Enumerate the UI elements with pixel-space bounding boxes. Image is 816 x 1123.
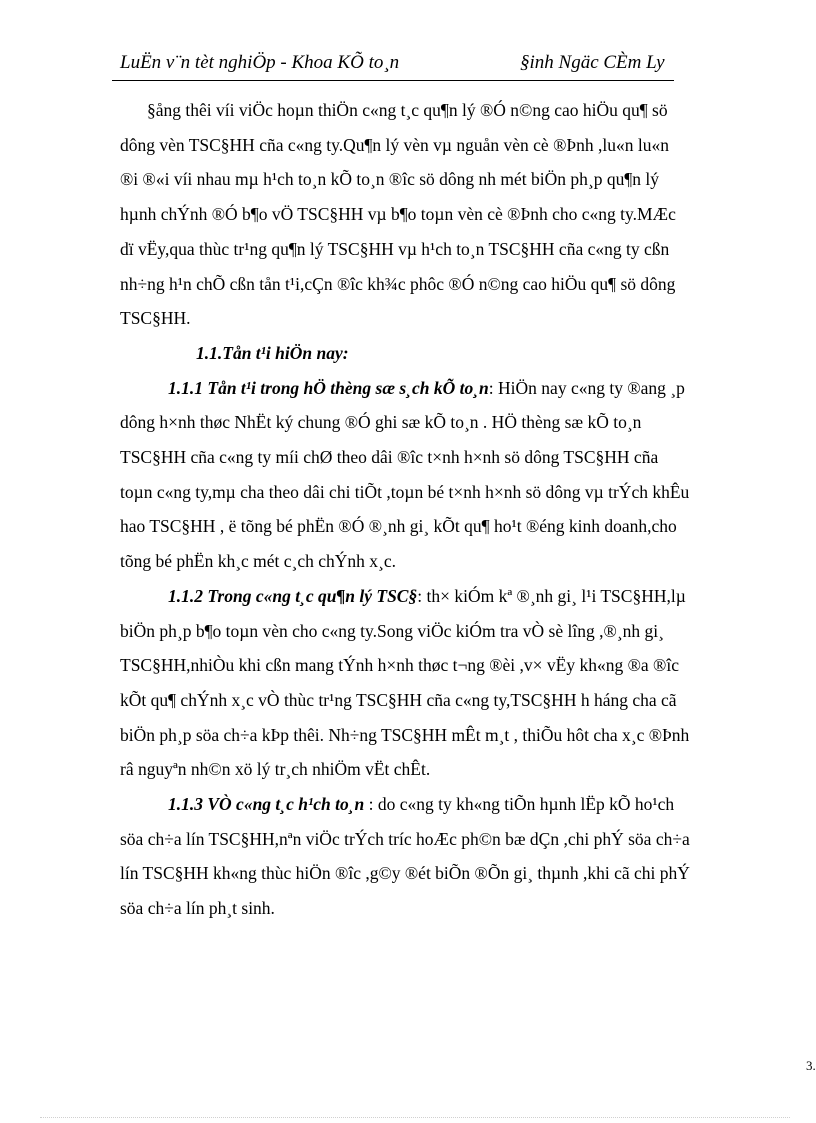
page-header (112, 50, 674, 81)
subsection-2-text: : th× kiÓm kª ®¸nh gi¸ l¹i TSC§HH,lµ biÖn ph¸p b¶o toµn vèn cho c«ng ty.Song viÖc kiÓm tra vÒ sè lîng ,®¸nh gi¸ TSC§HH,nhiÒu khi cßn mang tÝnh h×nh thøc t¬ng ®èi ,v× vËy kh«ng ®a ®îc kÕt qu¶ chÝnh x¸c vÒ thùc tr¹ng TSC§HH cña c«ng ty,TSC§HH h háng cha cã biÖn ph¸p söa ch÷a kÞp thêi. Nh÷ng TSC§HH mÊt m¸t , thiÕu hôt cha x¸c ®Þnh râ nguyªn nh©n xö lý tr¸ch nhiÖm vËt chÊt. (120, 585, 690, 780)
subsection-1-paragraph (120, 371, 690, 579)
document-body (120, 93, 690, 926)
subsection-3-title: 1.1.3 VÒ c«ng t¸c h¹ch to¸n (168, 794, 365, 815)
page-number: 3. (806, 1058, 816, 1073)
subsection-1-text: : HiÖn nay c«ng ty ®ang ¸p dông h×nh thøc NhËt ký chung ®Ó ghi sæ kÕ to¸n . HÖ thèng sæ kÕ to¸n TSC§HH cña c«ng ty míi chØ theo dâi ®îc t×nh h×nh sö dông TSC§HH cña toµn c«ng ty,mµ cha theo dâi chi tiÕt ,toµn bé t×nh h×nh sö dông vµ trÝch khÊu hao TSC§HH , ë tõng bé phËn ®Ó ®¸nh gi¸ kÕt qu¶ ho¹t ®éng kinh doanh,cho tõng bé phËn kh¸c mét c¸ch chÝnh x¸c. (120, 377, 690, 572)
subsection-2-title: 1.1.2 Trong c«ng t¸c qu¶n lý TSC§ (168, 585, 418, 606)
subsection-2-paragraph (120, 579, 690, 787)
intro-paragraph: §ång thêi víi viÖc hoµn thiÖn c«ng t¸c qu¶n lý ®Ó n©ng cao hiÖu qu¶ sö dông vèn TSC§HH cña c«ng ty.Qu¶n lý vèn vµ nguån vèn cè ®Þnh ,lu«n lu«n ®i ®«i víi nhau mµ h¹ch to¸n kÕ to¸n ®îc sö dông nh mét biÖn ph¸p qu¶n lý hµnh chÝnh ®Ó b¶o vÖ TSC§HH vµ b¶o toµn vèn cè ®Þnh cho c«ng ty.MÆc dï vËy,qua thùc tr¹ng qu¶n lý TSC§HH vµ h¹ch to¸n TSC§HH cña c«ng ty cßn nh÷ng h¹n chÕ cßn tån t¹i,cÇn ®îc kh¾c phôc ®Ó n©ng cao hiÖu qu¶ sö dông TSC§HH. (120, 100, 676, 329)
page-bottom-divider (40, 1117, 790, 1118)
header-author-name: §inh Ngäc CÈm Ly (520, 52, 665, 73)
section-heading: 1.1.Tån t¹i hiÖn nay: (196, 342, 349, 363)
subsection-3-text: : do c«ng ty kh«ng tiÕn hµnh lËp kÕ ho¹ch söa ch÷a lín TSC§HH,nªn viÖc trÝch tríc hoÆc ph©n bæ dÇn ,chi phÝ söa ch÷a lín TSC§HH kh«ng thùc hiÖn ®îc ,g©y ®ét biÕn ®Õn gi¸ thµnh ,khi cã chi phÝ söa ch÷a lín ph¸t sinh. (120, 794, 690, 919)
subsection-3-paragraph (120, 787, 690, 926)
header-thesis-title: LuËn v¨n tèt nghiÖp - Khoa KÕ to¸n (120, 52, 400, 73)
subsection-1-title: 1.1.1 Tån t¹i trong hÖ thèng sæ s¸ch kÕ to¸n (168, 377, 489, 398)
